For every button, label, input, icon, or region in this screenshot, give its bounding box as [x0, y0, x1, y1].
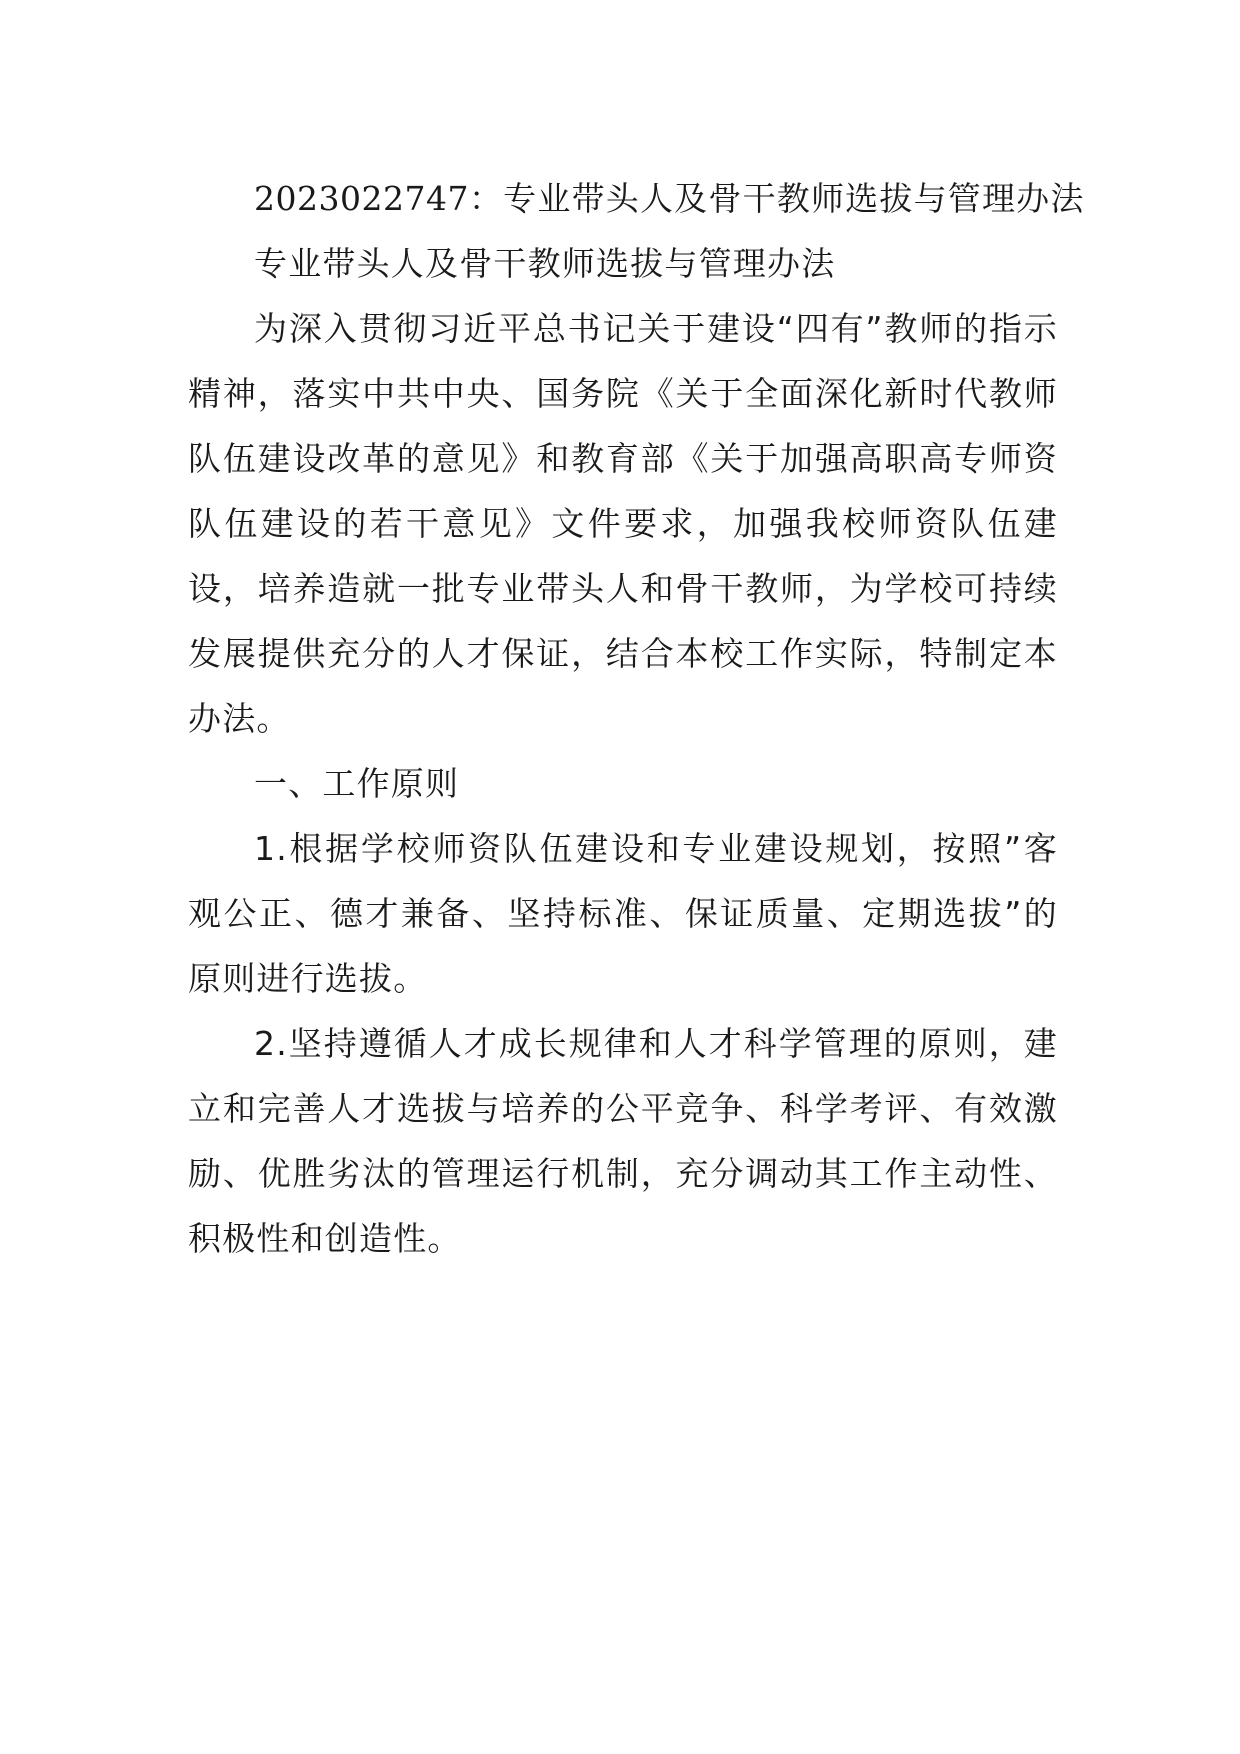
section-heading-principles: 一、工作原则 [254, 764, 460, 803]
document-body [188, 166, 1085, 1271]
document-number: 2023022747 [254, 179, 469, 218]
document-header-title: ：专业带头人及骨干教师选拔与管理办法 [468, 179, 1085, 218]
document-header-line [188, 166, 1085, 231]
document-title: 专业带头人及骨干教师选拔与管理办法 [254, 244, 836, 283]
intro-paragraph: 为深入贯彻习近平总书记关于建设“四有”教师的指示精神，落实中共中央、国务院《关于全面深化新时代教师队伍建设改革的意见》和教育部《关于加强高职高专师资队伍建设的若干意见》文件要求，加强我校师资队伍建设，培养造就一批专业带头人和骨干教师，为学校可持续发展提供充分的人才保证，结合本校工作实际，特制定本办法。 [188, 309, 1058, 738]
principle-item-1: 1.根据学校师资队伍建设和专业建设规划，按照”客观公正、德才兼备、坚持标准、保证质量、定期选拔”的原则进行选拔。 [188, 829, 1058, 998]
principle-item-2: 2.坚持遵循人才成长规律和人才科学管理的原则，建立和完善人才选拔与培养的公平竞争、科学考评、有效激励、优胜劣汰的管理运行机制，充分调动其工作主动性、积极性和创造性。 [188, 1024, 1058, 1258]
